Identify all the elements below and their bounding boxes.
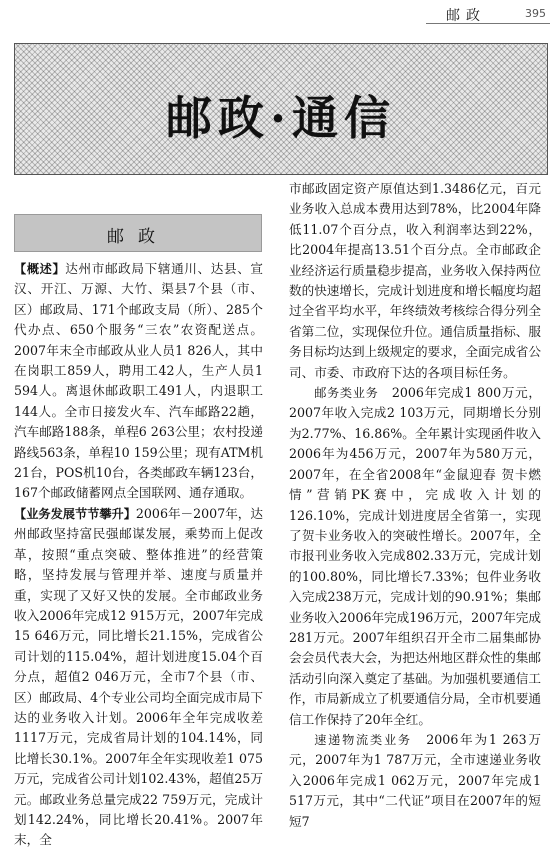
overview-paragraph <box>14 259 263 504</box>
growth-label: 【业务发展节节攀升】 <box>14 506 136 521</box>
postal-business-heading: 邮务类业务 <box>314 386 379 401</box>
growth-paragraph <box>14 504 263 851</box>
express-logistics-text: 2006年为1 263万元，2007年为1 787万元，全市速递业务收入2006年完成1 062万元，2007年完成1 517万元，其中“二代证”项目在2007年的短短7 <box>289 731 542 829</box>
page-number: 395 <box>525 7 546 20</box>
chapter-banner <box>14 43 548 175</box>
postal-business-paragraph <box>289 383 541 730</box>
overview-text: 达州市邮政局下辖通川、达县、宣汉、开江、万源、大竹、渠县7个县（市、区）邮政局、171个邮政支局（所）、285个代办点、650个服务“三农”农资配送点。2007年末全市邮政从业人员1 826人，其中在岗职工859人，聘用工42人，生产人员1 594人。离退休邮政职工491人，内退职工144人。全市日接发火车、汽车邮路22趟，汽车邮路188条，单程6 263公里；农村投递路线563条，单程10 159公里；现有ATM机21台，POS机10台，各类邮政车辆123台，167个邮政储蓄网点全国联网、通存通取。 <box>14 261 264 501</box>
postal-business-text: 2006年完成1 800万元，2007年收入完成2 103万元，同期增长分别为2.77%、16.86%。全年累计实现函件收入2006年为456万元，2007年为580万元，2007年，在全省2008年“金鼠迎春 贺卡燃情”营销PK赛中，完成收入计划的126.10%，完成计划进度居全省第一，实现了贺卡业务收入的突破性增长。2007年，全市报刊业务收入完成802.33万元，完成计划的100.80%，同比增长7.33%；包件业务收入完成238万元，完成计划的90.91%；集邮业务收入2006年完成196万元，2007年完成281万元。2007年组织召开全市二届集邮协会会员代表大会，为把达州地区群众性的集邮活动引向深入奠定了基础。为加强机要通信工作，市局新成立了机要通信分局，全市机要通信工作保持了20年全红。 <box>289 385 542 727</box>
header-rule <box>426 23 550 24</box>
running-head <box>426 4 546 24</box>
right-column <box>289 179 541 832</box>
express-logistics-paragraph <box>289 730 541 832</box>
section-header <box>14 214 262 252</box>
section-title: 邮政 <box>107 227 169 247</box>
express-logistics-heading: 速递物流类业务 <box>314 732 412 747</box>
left-column <box>14 259 263 851</box>
chapter-title: 邮政·通信 <box>165 91 396 145</box>
running-head-title: 邮政 <box>446 8 486 24</box>
continuation-paragraph: 市邮政固定资产原值达到1.3486亿元，百元业务收入总成本费用达到78%，比2004年降低11.07个百分点，收入利润率达到22%，比2004年提高13.51个百分点。全市邮政企业经济运行质量稳步提高，业务收入保持两位数的快速增长，完成计划进度和增长幅度均超过全省平均水平，年终绩效考核综合得分列全省第二位，实现保位升位。通信质量指标、服务目标均达到上级规定的要求，全面完成省公司、市委、市政府下达的各项目标任务。 <box>289 181 541 380</box>
overview-label: 【概述】 <box>14 262 66 276</box>
growth-text: 2006年－2007年，达州邮政坚持富民强邮谋发展，乘势而上促改革，按照“重点突破、整体推进”的经营策略，坚持发展与管理并举、速度与质量并重，实现了又好又快的发展。全市邮政业务收入2006年完成12 915万元，2007年完成15 646万元，同比增长21.15%，完成省公司计划的115.04%，超计划进度15.04个百分点，超值2 046万元，全市7个县（市、区）邮政局、4个专业公司均全面完成市局下达的业务收入计划。2006年全年完成收差1117万元，完成省局计划的104.14%，同比增长30.1%。2007年全年实现收差1 075万元，完成省公司计划102.43%，超值25万元。邮政业务总量完成22 759万元，完成计划142.24%，同比增长20.41%。2007年末，全 <box>14 505 263 848</box>
